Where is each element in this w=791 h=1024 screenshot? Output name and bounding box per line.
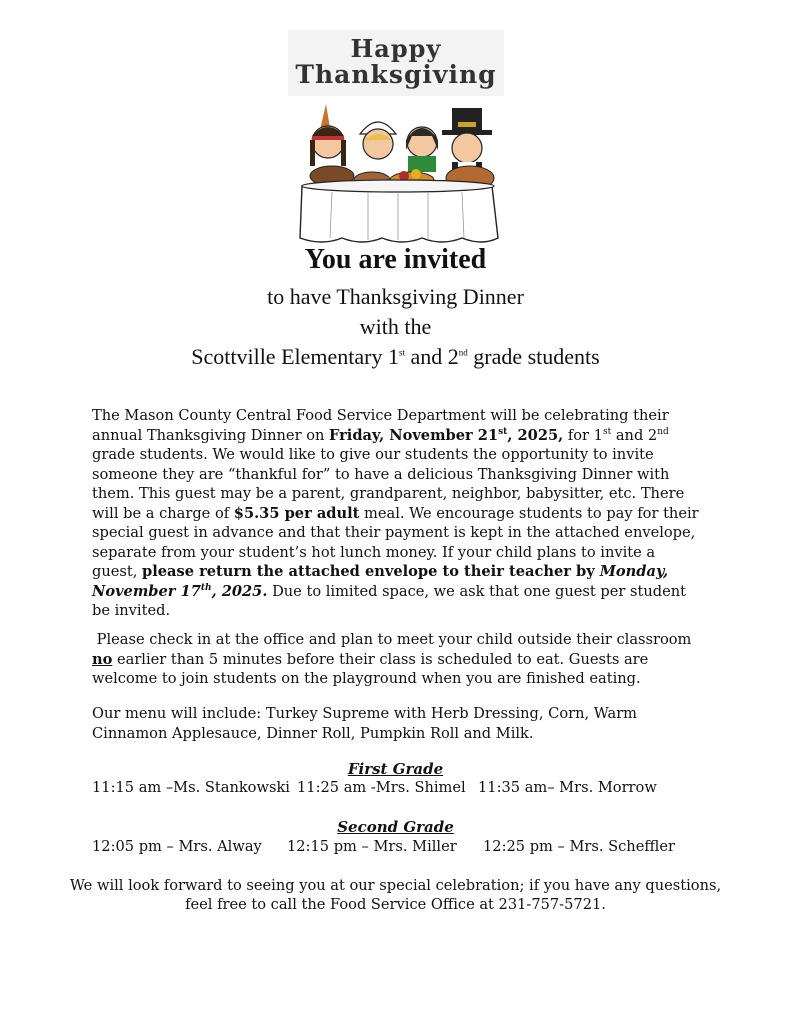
logo-line-2: Thanksgiving [295,60,497,89]
thanksgiving-table-illustration [292,100,504,248]
closing-line-2: feel free to call the Food Service Office at 231-757-5721. [185,896,606,913]
second-grade-slot-2: 12:15 pm – Mrs. Miller [287,838,457,855]
child-figure [406,127,438,172]
closing-line-1: We will look forward to seeing you at our special celebration; if you have any questions, [69,877,722,894]
menu-paragraph: Our menu will include: Turkey Supreme with Herb Dressing, Corn, Warm Cinnamon Applesauce, Dinner Roll, Pumpkin Roll and Milk. [92,705,638,742]
second-grade-heading: Second Grade [337,818,454,836]
pilgrim-girl-figure [360,122,396,159]
checkin-paragraph: Please check in at the office and plan to meet your child outside their classroom no earlier than 5 minutes before their class is scheduled to eat. Guests are welcome to join students on the playground when you are finished eating. [92,631,692,687]
native-child-figure [310,104,346,166]
subtitle-line-1: to have Thanksgiving Dinner [267,284,524,309]
happy-thanksgiving-logo [288,30,504,96]
logo-line-1: Happy [350,34,442,63]
first-grade-heading: First Grade [347,760,444,778]
first-grade-slot-1: 11:15 am –Ms. Stankowski [92,779,290,796]
second-grade-slot-1: 12:05 pm – Mrs. Alway [92,838,262,855]
first-grade-slot-2: 11:25 am -Mrs. Shimel [297,779,466,796]
second-grade-slot-3: 12:25 pm – Mrs. Scheffler [483,838,675,855]
page-title: You are invited [304,244,487,275]
subtitle-line-3: Scottville Elementary 1st and 2nd grade students [191,344,600,369]
first-grade-slot-3: 11:35 am– Mrs. Morrow [478,779,657,796]
intro-paragraph: The Mason County Central Food Service Department will be celebrating their annual Thanksgiving Dinner on Friday, November 21st, 2025, for 1st and 2nd grade students. We would like to give our students the opportunity to invite someone they are “thankful for” to have a delicious Thanksgiving Dinner with them. This guest may be a parent, grandparent, neighbor, babysitter, etc. There will be a charge of $5.35 per adult meal. We encourage students to pay for their special guest in advance and that their payment is kept in the attached envelope, separate from your student’s hot lunch money. If your child plans to invite a guest, please return the attached envelope to their teacher by Monday, November 17th, 2025. Due to limited space, we ask that one guest per student be invited. [92,407,699,619]
subtitle-line-2: with the [359,314,432,339]
